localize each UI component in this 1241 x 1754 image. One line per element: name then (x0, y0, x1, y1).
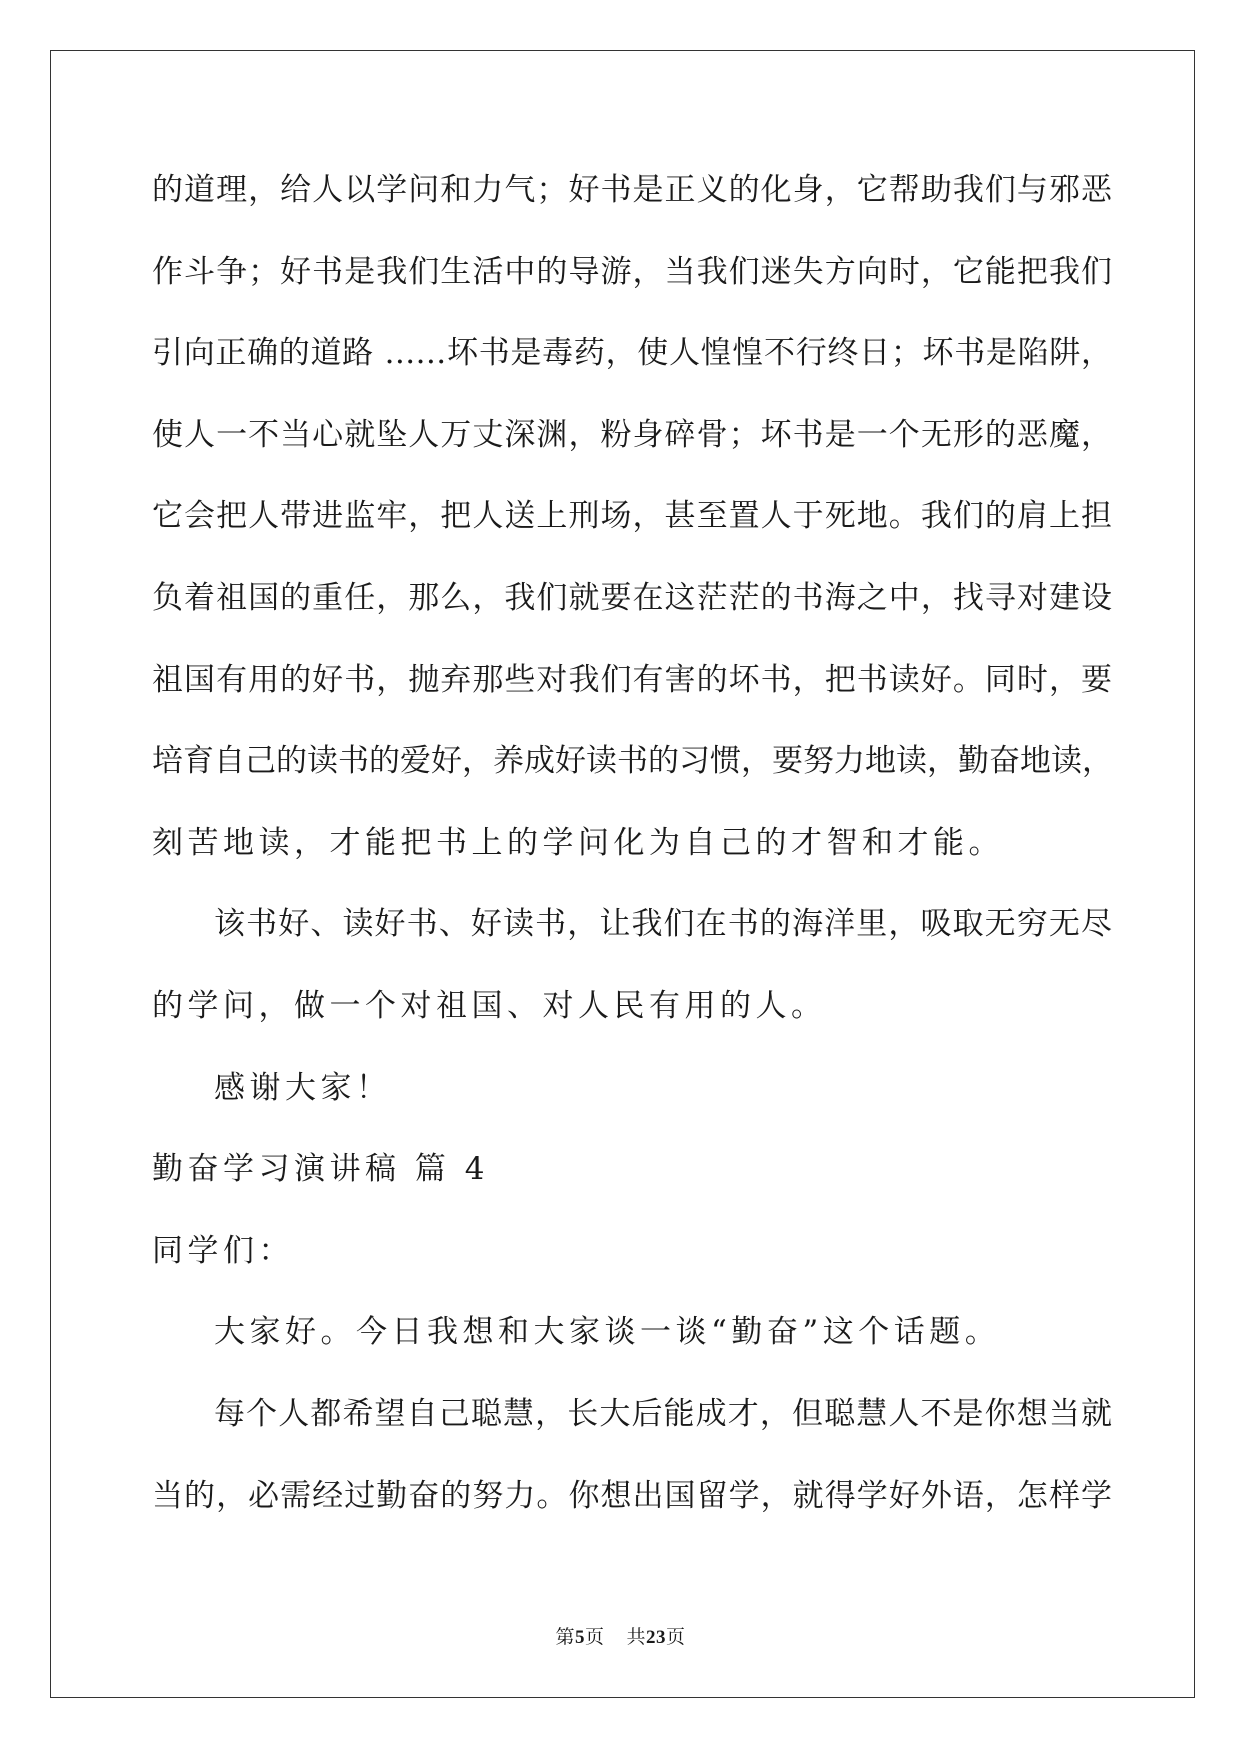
page-number: 5 (574, 1627, 585, 1648)
section-heading: 勤奋学习演讲稿 篇 4 (152, 1151, 489, 1188)
text-line: 刻苦地读，才能把书上的学问化为自己的才智和才能。 (152, 824, 1004, 861)
total-prefix: 共 (626, 1626, 647, 1648)
page-prefix: 第 (555, 1626, 575, 1648)
text-line: 的道理，给人以学问和力气；好书是正义的化身，它帮助我们与邪恶 (152, 172, 1112, 208)
page-suffix: 页 (584, 1626, 605, 1648)
closing-line: 感谢大家！ (214, 1069, 392, 1106)
text-line: 培育自己的读书的爱好，养成好读书的习惯，要努力地读，勤奋地读， (152, 743, 1113, 780)
text-line: 的学问，做一个对祖国、对人民有用的人。 (152, 987, 827, 1024)
salutation: 同学们： (152, 1232, 294, 1269)
text-line: 当的，必需经过勤奋的努力。你想出国留学，就得学好外语，怎样学 (152, 1477, 1112, 1514)
total-pages: 23 (646, 1627, 667, 1648)
paragraph-start-line: 大家好。今日我想和大家谈一谈“勤奋”这个话题。 (214, 1314, 1001, 1351)
text-line: 祖国有用的好书，抛弃那些对我们有害的坏书，把书读好。同时，要 (152, 661, 1112, 698)
paragraph-start-line: 每个人都希望自己聪慧，长大后能成才，但聪慧人不是你想当就 (214, 1395, 1112, 1432)
document-body (152, 160, 1112, 1547)
text-line: 它会把人带进监牢，把人送上刑场，甚至置人于死地。我们的肩上担 (152, 498, 1112, 535)
total-suffix: 页 (666, 1626, 686, 1648)
paragraph-start-line: 该书好、读好书、好读书，让我们在书的海洋里，吸取无穷无尽 (214, 906, 1112, 943)
page-footer (0, 1622, 1241, 1649)
text-line: 作斗争；好书是我们生活中的导游，当我们迷失方向时，它能把我们 (152, 253, 1112, 290)
text-line: 负着祖国的重任，那么，我们就要在这茫茫的书海之中，找寻对建设 (152, 579, 1112, 616)
text-line: 引向正确的道路 ……坏书是毒药，使人惶惶不行终日；坏书是陷阱， (152, 335, 1112, 372)
text-line: 使人一不当心就坠人万丈深渊，粉身碎骨；坏书是一个无形的恶魔， (152, 416, 1112, 453)
